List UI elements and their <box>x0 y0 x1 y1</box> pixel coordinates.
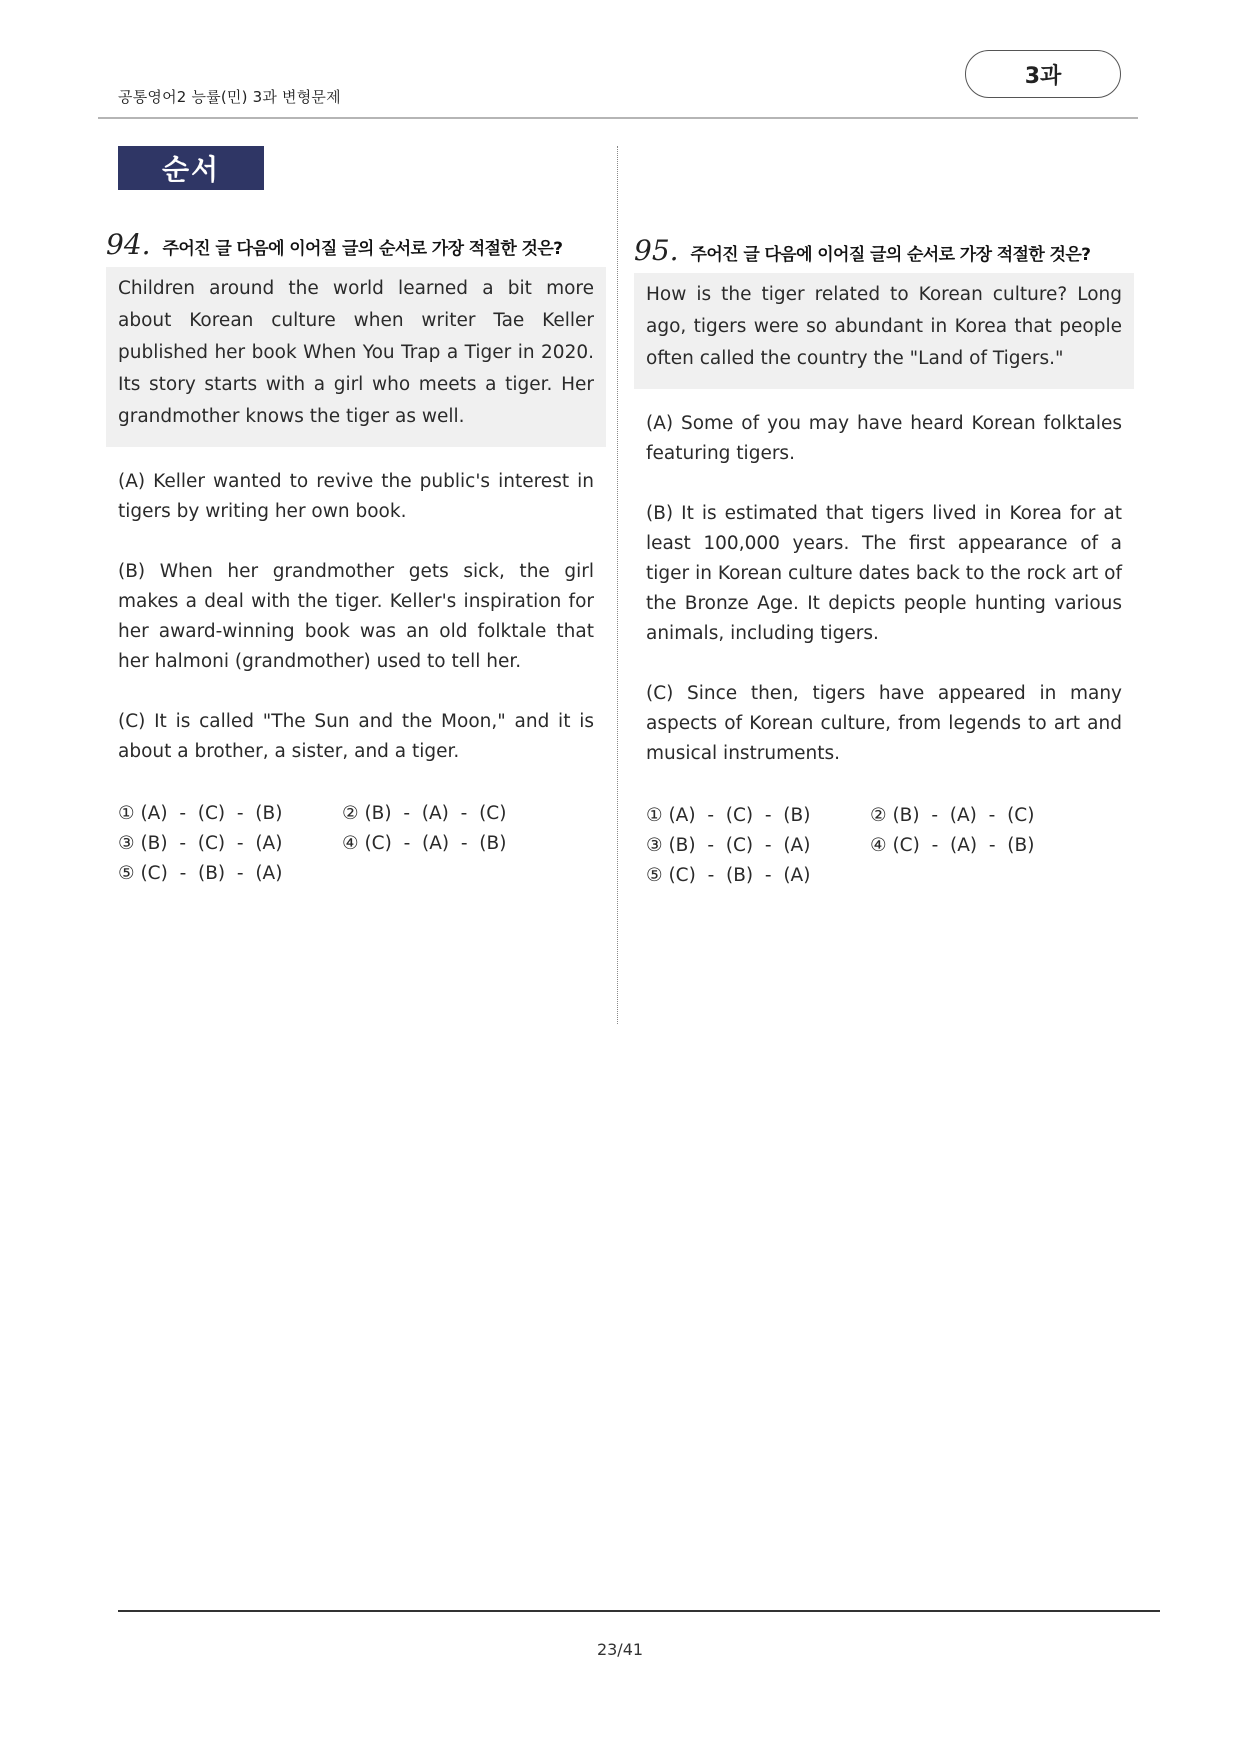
option-5[interactable]: ⑤ (C) - (B) - (A) <box>118 863 283 884</box>
question-94 <box>106 228 606 889</box>
question-header <box>634 234 1134 267</box>
lesson-badge: 3과 <box>965 50 1121 98</box>
option-2[interactable]: ② (B) - (A) - (C) <box>870 805 1035 826</box>
option-3[interactable]: ③ (B) - (C) - (A) <box>646 835 811 856</box>
option-5[interactable]: ⑤ (C) - (B) - (A) <box>646 865 811 886</box>
section-label: 순서 <box>118 146 264 190</box>
answer-options <box>634 801 1134 891</box>
option-2[interactable]: ② (B) - (A) - (C) <box>342 803 507 824</box>
header-divider <box>98 117 1138 119</box>
paragraph-b: (B) When her grandmother gets sick, the girl makes a deal with the tiger. Keller's inspiration for her award-winning book was an old folktale that her halmoni (grandmother) used to tell her. <box>118 561 594 672</box>
paragraph-b: (B) It is estimated that tigers lived in Korea for at least 100,000 years. The first appearance of a tiger in Korean culture dates back to the rock art of the Bronze Age. It depicts people hunting various animals, including tigers. <box>646 503 1122 644</box>
paragraph-c: (C) It is called "The Sun and the Moon," and it is about a brother, a sister, and a tiger. <box>118 711 594 762</box>
footer-divider <box>118 1610 1160 1612</box>
question-number: 94. <box>106 228 151 261</box>
paragraph-c: (C) Since then, tigers have appeared in many aspects of Korean culture, from legends to art and musical instruments. <box>646 683 1122 764</box>
given-passage <box>106 267 606 447</box>
option-1[interactable]: ① (A) - (C) - (B) <box>646 805 811 826</box>
paragraph-a: (A) Some of you may have heard Korean folktales featuring tigers. <box>646 413 1122 464</box>
page-header-title: 공통영어2 능률(민) 3과 변형문제 <box>118 88 341 106</box>
question-prompt: 주어진 글 다음에 이어질 글의 순서로 가장 적절한 것은? <box>690 245 1091 265</box>
question-number: 95. <box>634 234 679 267</box>
option-4[interactable]: ④ (C) - (A) - (B) <box>342 833 507 854</box>
given-passage <box>634 273 1134 389</box>
question-prompt: 주어진 글 다음에 이어질 글의 순서로 가장 적절한 것은? <box>162 239 563 259</box>
option-3[interactable]: ③ (B) - (C) - (A) <box>118 833 283 854</box>
answer-options <box>106 799 606 889</box>
question-header <box>106 228 606 261</box>
option-4[interactable]: ④ (C) - (A) - (B) <box>870 835 1035 856</box>
given-passage-text: How is the tiger related to Korean culture? Long ago, tigers were so abundant in Korea that people often called the country the "Land of Tigers." <box>646 284 1122 369</box>
question-95 <box>634 234 1134 891</box>
paragraph-a: (A) Keller wanted to revive the public's interest in tigers by writing her own book. <box>118 471 594 522</box>
page-number: 23/41 <box>596 1640 644 1659</box>
option-1[interactable]: ① (A) - (C) - (B) <box>118 803 283 824</box>
given-passage-text: Children around the world learned a bit more about Korean culture when writer Tae Keller published her book When You Trap a Tiger in 2020. Its story starts with a girl who meets a tiger. Her grandmother knows the tiger as well. <box>118 278 594 427</box>
column-divider <box>617 146 618 1024</box>
